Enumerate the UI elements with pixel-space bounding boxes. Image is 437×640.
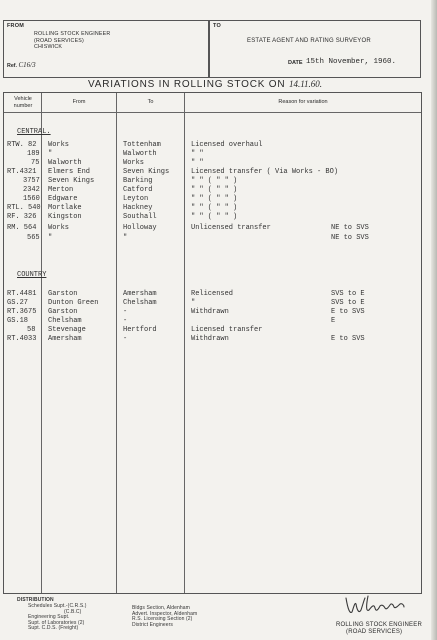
ref — [7, 61, 36, 69]
distribution-label: DISTRIBUTION — [17, 597, 54, 603]
from-lines — [34, 31, 110, 51]
col-header-vehicle-line: Vehicle — [14, 96, 32, 102]
reason-cell: " " ( " " ) — [191, 213, 238, 221]
from-line: ROLLING STOCK ENGINEER — [34, 31, 111, 37]
to-recipient: ESTATE AGENT AND RATING SURVEYOR — [247, 38, 371, 44]
vehicle-number: 1560 — [23, 195, 40, 203]
from-cell: Walworth — [48, 159, 82, 167]
from-cell: Garston — [48, 308, 78, 316]
to-cell: Amersham — [123, 290, 157, 298]
reason-cell: Licensed transfer — [191, 326, 263, 334]
from-cell: Kingston — [48, 213, 82, 221]
col-header-vehicle — [6, 96, 40, 109]
distribution-line: Supt. C.D.S. (Freight) — [28, 625, 79, 632]
vehicle-number: RF. 326 — [7, 213, 37, 221]
code-cell: NE to SVS — [331, 224, 369, 232]
column-divider — [184, 93, 185, 593]
vehicle-number: RM. 564 — [7, 224, 37, 232]
reason-cell: " " ( " " ) — [191, 204, 238, 212]
to-cell: - — [123, 308, 128, 316]
to-cell: " — [123, 234, 128, 242]
vehicle-number: GS.18 — [7, 317, 29, 325]
ref-label: Ref. — [7, 63, 18, 69]
reason-cell: " " ( " " ) — [191, 195, 238, 203]
section-heading-country: COUNTRY — [17, 271, 47, 279]
reason-cell: Licensed transfer ( Via Works - BO) — [191, 168, 339, 176]
to-cell: Leyton — [123, 195, 149, 203]
from-cell: Amersham — [48, 335, 82, 343]
to-cell: Holloway — [123, 224, 157, 232]
date-value: 15th November, 1960. — [306, 58, 397, 66]
code-cell: E to SVS — [331, 308, 365, 316]
to-cell: Barking — [123, 177, 153, 185]
vehicle-number: 75 — [31, 159, 40, 167]
distribution-line: (C.B.C) — [64, 608, 82, 615]
to-cell: Works — [123, 159, 145, 167]
to-cell: Catford — [123, 186, 153, 194]
reason-cell: " " ( " " ) — [191, 186, 238, 194]
to-cell: Seven Kings — [123, 168, 170, 176]
reason-cell: " — [191, 299, 196, 307]
from-cell: Garston — [48, 290, 78, 298]
distribution-line: R.S. Licensing Section (2) — [132, 616, 193, 623]
to-cell: Chelsham — [123, 299, 157, 307]
reason-cell: Withdrawn — [191, 308, 229, 316]
to-box — [209, 20, 421, 78]
reason-cell: " " — [191, 150, 204, 158]
col-header-to: To — [147, 99, 154, 105]
reason-cell: Withdrawn — [191, 335, 229, 343]
vehicle-number: 189 — [27, 150, 40, 158]
to-cell: - — [123, 317, 128, 325]
from-line: (ROAD SERVICES) — [34, 37, 84, 44]
from-cell: Stevenage — [48, 326, 86, 334]
from-cell: Works — [48, 141, 70, 149]
code-cell: E — [331, 317, 336, 325]
vehicle-number: 2342 — [23, 186, 40, 194]
reason-cell: Licensed overhaul — [191, 141, 263, 149]
vehicle-number: GS.27 — [7, 299, 29, 307]
distribution-left — [28, 604, 87, 632]
signatory-title — [336, 622, 422, 636]
vehicle-number: RT.4033 — [7, 335, 37, 343]
col-header-reason: Reason for variation — [278, 99, 328, 105]
title-date: 14.11.60. — [288, 79, 323, 89]
to-label: TO — [213, 23, 221, 29]
col-header-from: From — [72, 99, 86, 105]
from-cell: " — [48, 234, 53, 242]
vehicle-number: RTL. 540 — [7, 204, 41, 212]
from-cell: Mortlake — [48, 204, 82, 212]
to-cell: Tottenham — [123, 141, 161, 149]
distribution-line: Schedules Supt.-(C.R.S.) — [28, 603, 87, 609]
vehicle-number: RT.3675 — [7, 308, 37, 316]
signatory-line: (ROAD SERVICES) — [346, 629, 403, 635]
from-cell: Elmers End — [48, 168, 91, 176]
from-cell: Chelsham — [48, 317, 82, 325]
col-header-vehicle-line: number — [13, 102, 33, 109]
column-divider — [116, 93, 117, 593]
vehicle-number: RT.4481 — [7, 290, 37, 298]
reason-cell: " " ( " " ) — [191, 177, 238, 185]
distribution-line: Bldgs Section, Aldenham — [132, 605, 190, 611]
distribution-line: Supt. of Laboratories (2) — [28, 619, 85, 626]
vehicle-number: RT.4321 — [7, 168, 37, 176]
from-cell: Edgware — [48, 195, 78, 203]
signatory-line: ROLLING STOCK ENGINEER — [336, 622, 422, 628]
from-label: FROM — [7, 23, 24, 29]
code-cell: SVS to E — [331, 290, 365, 298]
from-cell: Works — [48, 224, 70, 232]
reason-cell: Relicensed — [191, 290, 234, 298]
distribution-line: District Engineers — [132, 621, 173, 628]
to-cell: Walworth — [123, 150, 157, 158]
reason-cell: Unlicensed transfer — [191, 224, 271, 232]
from-cell: Merton — [48, 186, 74, 194]
to-cell: Hackney — [123, 204, 153, 212]
variations-table — [3, 92, 422, 594]
from-line: CHISWICK — [34, 44, 63, 50]
document-title — [88, 79, 322, 90]
vehicle-number: 3757 — [23, 177, 40, 185]
to-cell: Hertford — [123, 326, 157, 334]
from-box — [3, 20, 209, 78]
distribution-middle — [132, 606, 197, 628]
from-cell: " — [48, 150, 53, 158]
ref-value: C16/3 — [18, 61, 36, 69]
to-cell: Southall — [123, 213, 157, 221]
from-cell: Seven Kings — [48, 177, 95, 185]
header-divider — [4, 112, 421, 113]
code-cell: NE to SVS — [331, 234, 369, 242]
vehicle-number: 58 — [27, 326, 36, 334]
vehicle-number: 565 — [27, 234, 40, 242]
distribution-line: Engineering Supt. — [28, 614, 70, 621]
date-label: DATE — [288, 60, 303, 66]
from-cell: Dunton Green — [48, 299, 99, 307]
code-cell: SVS to E — [331, 299, 365, 307]
distribution-line: Advert. Inspector, Aldenham — [132, 610, 198, 617]
title-text: VARIATIONS IN ROLLING STOCK ON — [88, 79, 286, 90]
section-heading-central: CENTRAL. — [17, 128, 51, 136]
page-edge-shadow — [431, 0, 437, 640]
reason-cell: " " — [191, 159, 204, 167]
to-cell: - — [123, 335, 128, 343]
signature — [342, 592, 410, 622]
code-cell: E to SVS — [331, 335, 365, 343]
vehicle-number: RTW. 82 — [7, 141, 37, 149]
